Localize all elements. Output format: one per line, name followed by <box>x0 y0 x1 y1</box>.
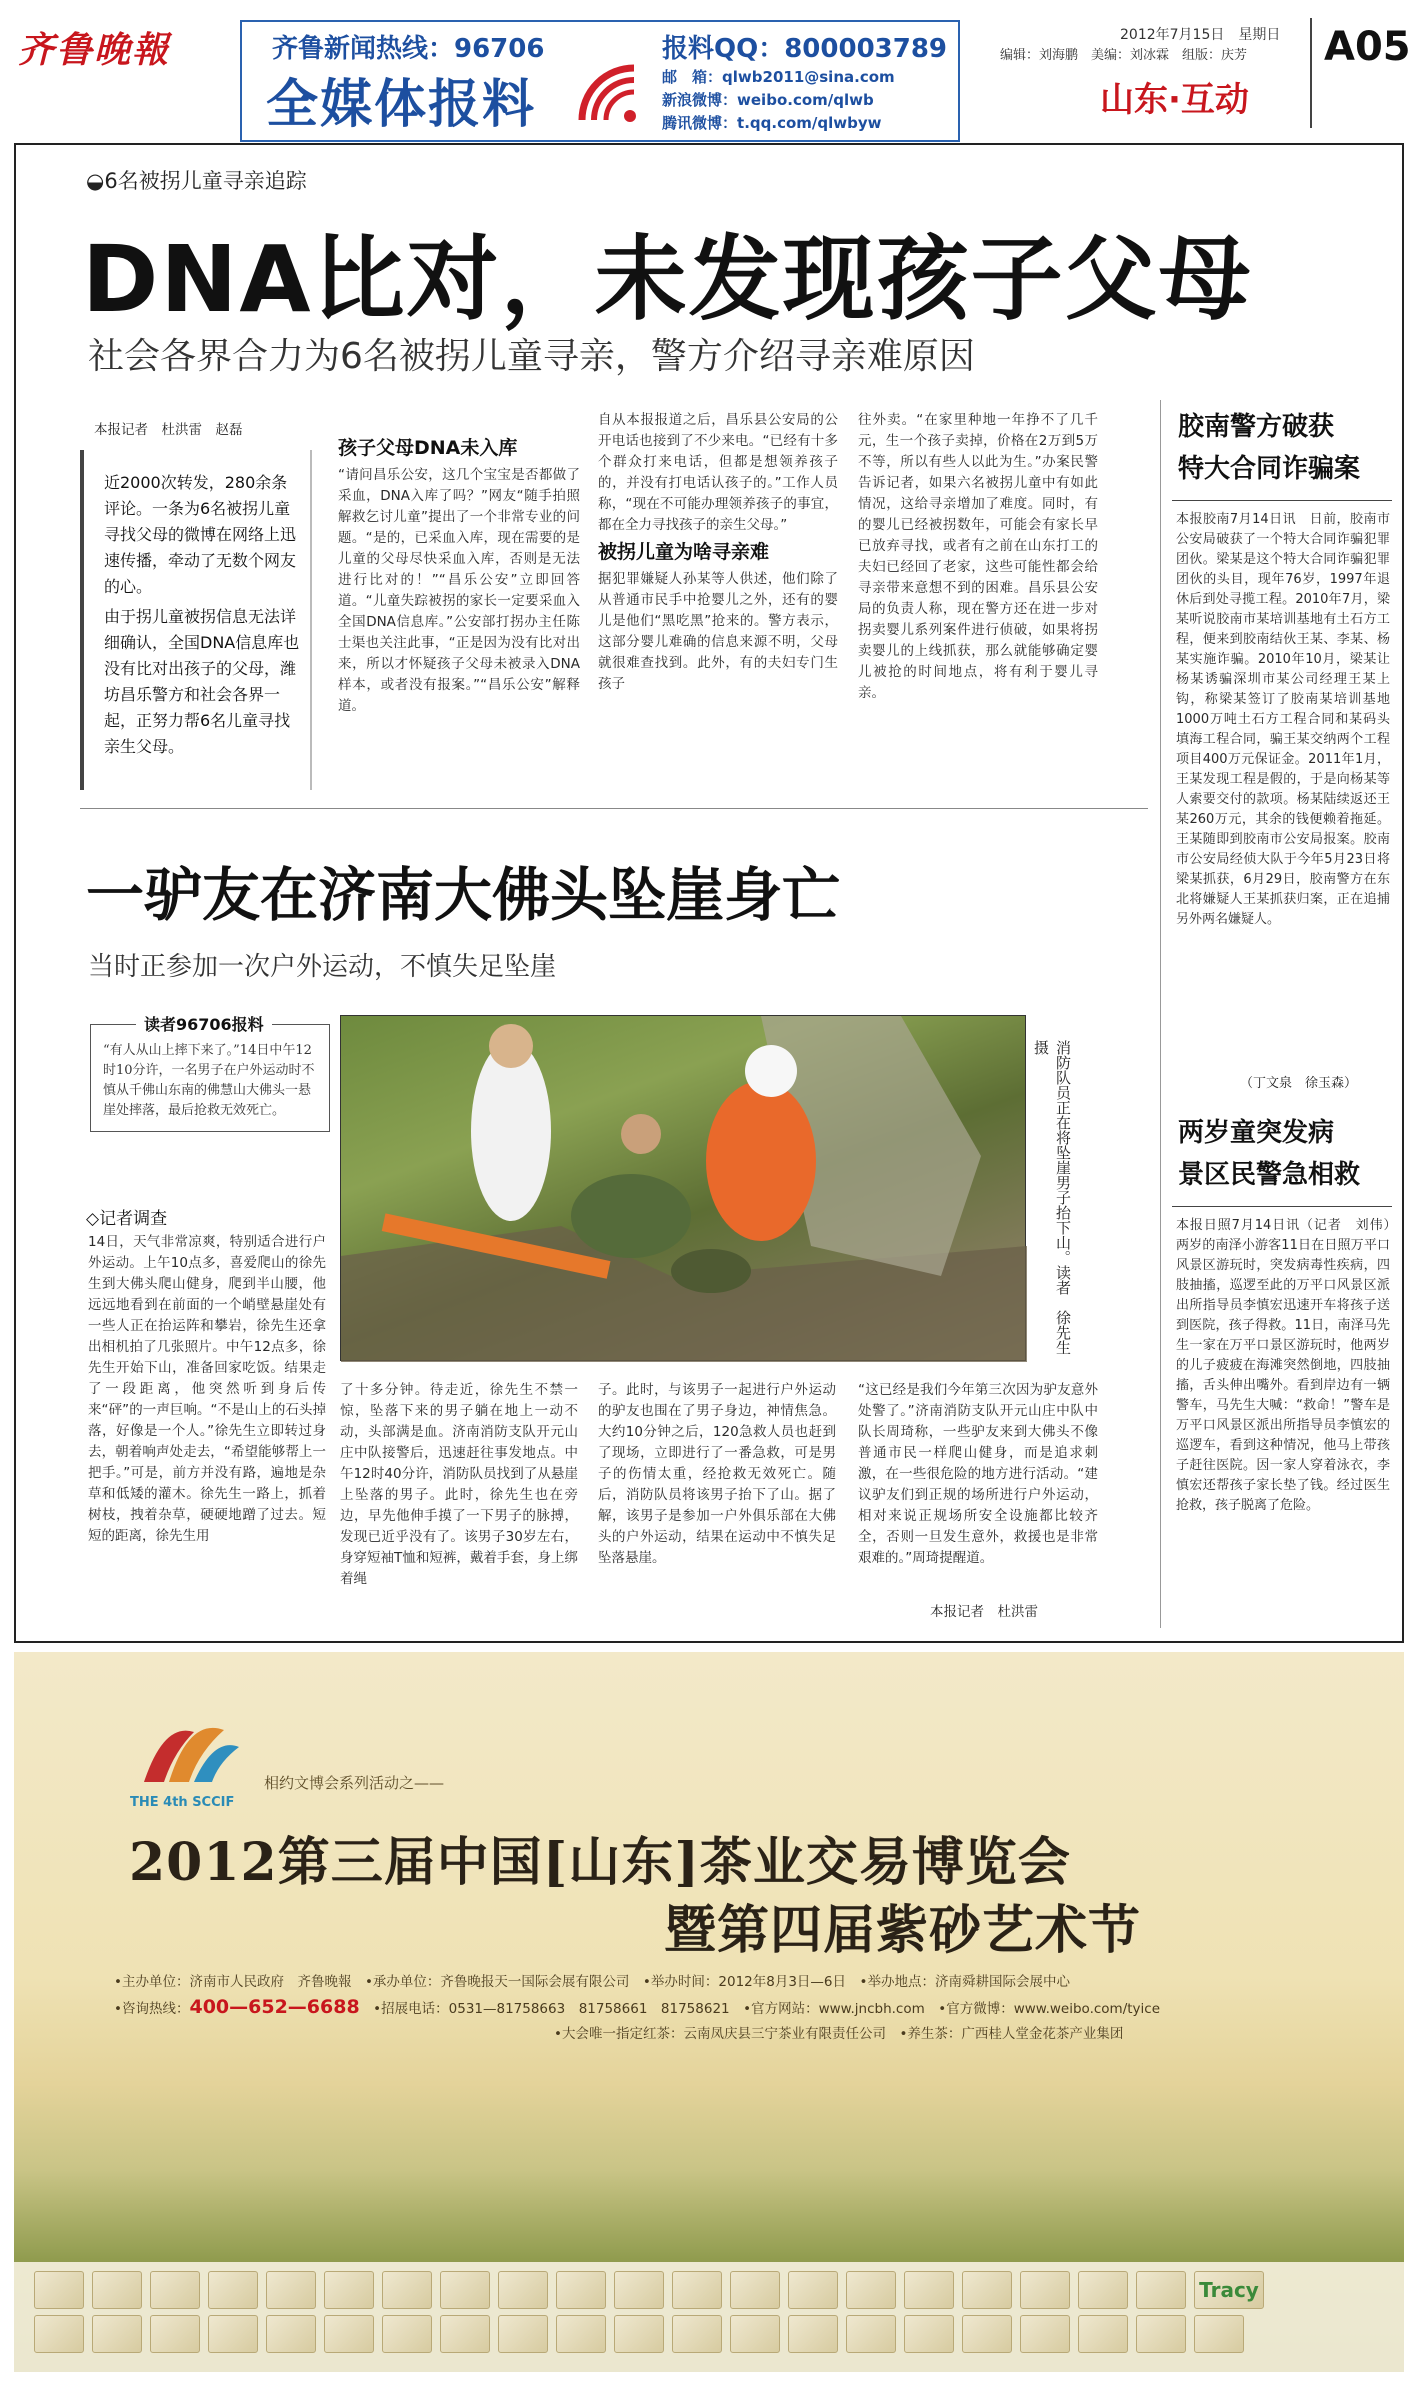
kicker-dot-icon: ◒ <box>86 169 105 193</box>
sponsor-logo[interactable] <box>150 2271 200 2309</box>
sponsor-logo[interactable] <box>962 2271 1012 2309</box>
sponsor-logo[interactable] <box>150 2315 200 2353</box>
sponsor-logo[interactable] <box>904 2315 954 2353</box>
mail-link[interactable]: qlwb2011@sina.com <box>722 68 895 86</box>
editor-credits: 编辑：刘海鹏 美编：刘冰霖 组版：庆芳 <box>1000 48 1248 63</box>
rescue-photo <box>340 1015 1026 1361</box>
sponsor-logo[interactable] <box>382 2271 432 2309</box>
side1-headline-2: 特大合同诈骗案 <box>1178 454 1361 484</box>
story2-deck: 当时正参加一次户外运动，不慎失足坠崖 <box>88 952 557 982</box>
sponsor-logo[interactable] <box>614 2315 664 2353</box>
hotline-banner: 齐鲁新闻热线：96706 全媒体报料 报料QQ：800003789 邮 箱：qlwb2011@sina.com 新浪微博：weibo.com/qlwb 腾讯微博：t.qq.com/qlwbyw <box>240 20 960 142</box>
story2-col2: 了十多分钟。待走近，徐先生不禁一惊，坠落下来的男子躺在地上一动不动，头部满是血。济南消防支队开元山庄中队接警后，迅速赶往事发地点。中午12时40分许，消防队员找到了从悬崖上坠落的男子。此时，徐先生也在旁边，早先他伸手摸了一下男子的脉搏，发现已近乎没有了。该男子30岁左右，身穿短袖T恤和短裤，戴着手套，身上绑着绳 <box>340 1382 578 1587</box>
sponsor-logo[interactable] <box>498 2271 548 2309</box>
sponsor-logo[interactable] <box>614 2271 664 2309</box>
story2-col4: “这已经是我们今年第三次因为驴友意外处警了。”济南消防支队开元山庄中队中队长周琦称，一些驴友来到大佛头不像普通市民一样爬山健身，而是追求刺激，在一些很危险的地方进行活动。“建议驴友们到正规的场所进行户外运动，相对来说正规场所安全设施都比较齐全，否则一旦发生意外，救援也是非常艰难的。”周琦提醒道。 <box>858 1382 1098 1566</box>
sponsor-logo[interactable] <box>1020 2271 1070 2309</box>
story1-col3b: 据犯罪嫌疑人孙某等人供述，他们除了从普通市民手中抢婴儿之外，还有的婴儿是他们“黑吃黑”抢来的。警方表示，这部分婴儿难确的信息来源不明，父母就很难查找到。此外，有的夫妇专门生孩子 <box>598 571 838 692</box>
story1-lead: 近2000次转发，280余条评论。一条为6名被拐儿童寻找父母的微博在网络上迅速传播，牵动了无数个网友的心。 <box>104 473 297 596</box>
sponsor-logo[interactable] <box>498 2315 548 2353</box>
story1-kicker: 6名被拐儿童寻亲追踪 <box>104 169 307 193</box>
side1-headline-1: 胶南警方破获 <box>1178 412 1335 442</box>
sponsor-logo[interactable] <box>1078 2315 1128 2353</box>
sponsor-logo[interactable] <box>904 2271 954 2309</box>
tip-text: “有人从山上摔下来了。”14日中午12时10分许，一名男子在户外运动时不慎从千佛山东南的佛慧山大佛头一悬崖处摔落，最后抢救无效死亡。 <box>90 1024 330 1132</box>
story1-sub2: 被拐儿童为啥寻亲难 <box>598 541 770 563</box>
side1-rule <box>1172 500 1392 501</box>
sponsor-logo[interactable] <box>846 2315 896 2353</box>
story1-headline: DNA比对，未发现孩子父母 <box>82 226 1253 333</box>
sponsor-logo[interactable] <box>1078 2271 1128 2309</box>
sponsor-logo[interactable] <box>1020 2315 1070 2353</box>
ad-info-1: •主办单位：济南市人民政府 齐鲁晚報 •承办单位：齐鲁晚报天一国际会展有限公司 •举办时间：2012年8月3日—6日 •举办地点：济南舜耕国际会展中心 <box>114 1974 1070 1990</box>
sponsor-logo[interactable] <box>382 2315 432 2353</box>
sponsor-logo-strip <box>14 2262 1404 2372</box>
sponsor-logo[interactable] <box>1136 2315 1186 2353</box>
expo-logo-text: THE 4th SCCIF <box>130 1795 235 1810</box>
issue-date: 2012年7月15日 星期日 <box>1120 27 1281 43</box>
story2-col3: 子。此时，与该男子一起进行户外运动的驴友也围在了男子身边，神情焦急。大约10分钟之后，120急救人员也赶到了现场，立即进行了一番急救，可是男子的伤情太重，经抢救无效死亡。随后，消防队员将该男子抬下了山。据了解，该男子是参加一户外俱乐部在大佛头的户外运动，结果在运动中不慎失足坠落悬崖。 <box>598 1382 836 1566</box>
hotline-text: 齐鲁新闻热线：96706 <box>272 34 545 64</box>
sponsor-logo[interactable] <box>266 2315 316 2353</box>
side2-headline-1: 两岁童突发病 <box>1178 1118 1335 1148</box>
story2-headline: 一驴友在济南大佛头坠崖身亡 <box>86 861 841 929</box>
side2-body: 本报日照7月14日讯（记者 刘伟） 两岁的南泽小游客11日在日照万平口风景区游玩时，突发病毒性疾病，四肢抽搐，巡逻至此的万平口风景区派出所指导员李慎宏迅速开车将孩子送到医院，孩子得救。11日，南泽马先生一家在万平口景区游玩时，他两岁的儿子疲疲在海滩突然倒地，四肢抽搐，舌头伸出嘴外。看到岸边有一辆警车，马先生大喊：“救命！”警车是万平口风景区派出所指导员李慎宏的巡逻车，看到这种情况，他马上带孩子赶往医院。因一家人穿着泳衣，李慎宏还帮孩子家长垫了钱。经过医生抢救，孩子脱离了危险。 <box>1176 1218 1404 1513</box>
sponsor-logo[interactable] <box>324 2271 374 2309</box>
sponsor-logo[interactable] <box>788 2315 838 2353</box>
side1-signoff: （丁文泉 徐玉森） <box>1240 1076 1358 1091</box>
sponsor-logo[interactable] <box>1194 2315 1244 2353</box>
sponsor-logo-tracy[interactable]: Tracy <box>1194 2271 1264 2309</box>
banner-title: 全媒体报料 <box>266 75 537 135</box>
story1-col4: 往外卖。“在家里种地一年挣不了几千元，生一个孩子卖掉，价格在2万到5万不等，所以有些人以此为生。”办案民警告诉记者，如果六名被拐儿童中有如此情况，这给寻亲增加了难度。同时，有的婴儿已经被拐数年，可能会有家长早已放弃寻找，或者有之前在山东打工的夫妇已经回了老家，这些可能性都会给寻亲带来意想不到的困难。昌乐县公安局的负责人称，现在警方还在进一步对拐卖婴儿系列案件进行侦破，如果将拐卖婴儿的上线抓获，那么就能够确定婴儿被抢的时间地点，将有利于婴儿寻亲。 <box>858 412 1098 701</box>
page-number: A05 <box>1324 24 1411 70</box>
photo-caption: 消防队员正在将坠崖男子抬下山。读者 徐先生 摄 <box>1032 1040 1072 1370</box>
sponsor-logo[interactable] <box>672 2271 722 2309</box>
ad-title-2: 暨第四届紫砂艺术节 <box>664 1900 1142 1961</box>
story1-col3a: 自从本报报道之后，昌乐县公安局的公开电话也接到了不少来电。“已经有十多个群众打来电话，但都是想领养孩子的，并没有打电话认孩子的。”工作人员称，“现在不可能办理领养孩子的事宜，都在全力寻找孩子的亲生父母。” <box>598 412 838 533</box>
story2-col1: 14日，天气非常凉爽，特别适合进行户外运动。上午10点多，喜爱爬山的徐先生到大佛头爬山健身，爬到半山腰，他远远地看到在前面的一个峭壁悬崖处有一些人正在抬运阵和攀岩，徐先生还拿出相机拍了几张照片。中午12点多，徐先生开始下山，准备回家吃饭。结果走了一段距离，他突然听到身后传来“砰”的一声巨响。“不是山上的石头掉落，好像是一个人。”徐先生立即转过身去，朝着响声处走去，“希望能够帮上一把手。”可是，前方并没有路，遍地是杂草和低矮的灌木。徐先生一路上，抓着树枝，拽着杂草，硬硬地蹭了过去。短短的距离，徐先生用 <box>88 1234 326 1544</box>
sponsor-logo[interactable] <box>266 2271 316 2309</box>
expo-logo-icon <box>134 1712 244 1792</box>
story1-lead-box <box>80 450 312 790</box>
sponsor-logo[interactable] <box>730 2271 780 2309</box>
sponsor-logo[interactable] <box>962 2315 1012 2353</box>
side2-headline-2: 景区民警急相救 <box>1178 1160 1361 1190</box>
ad-intro: 相约文博会系列活动之—— <box>264 1774 445 1792</box>
sponsor-logo[interactable] <box>92 2271 142 2309</box>
sina-weibo-link[interactable]: weibo.com/qlwb <box>737 91 874 109</box>
tip-box <box>90 1012 330 1162</box>
story1-lead2: 由于拐儿童被拐信息无法详细确认，全国DNA信息库也没有比对出孩子的父母，潍坊昌乐警方和社会各界一起，正努力帮6名儿童寻找亲生父母。 <box>104 607 300 756</box>
story1-byline: 本报记者 杜洪雷 赵磊 <box>94 422 243 438</box>
sponsor-logo[interactable] <box>92 2315 142 2353</box>
sponsor-logo[interactable] <box>730 2315 780 2353</box>
sidebar-divider <box>1160 400 1161 1628</box>
signal-icon <box>572 58 652 128</box>
ad-hotline[interactable]: 400—652—6688 <box>189 1996 360 2018</box>
section-title: 山东·互动 <box>1100 80 1249 120</box>
qq-text: 报料QQ：800003789 <box>662 34 948 64</box>
sponsor-logo[interactable] <box>788 2271 838 2309</box>
ad-title-1: 2012第三届中国[山东]茶业交易博览会 <box>129 1832 1071 1893</box>
newspaper-logo[interactable]: 齐鲁晚報 <box>18 29 171 71</box>
tencent-weibo-link[interactable]: t.qq.com/qlwbyw <box>737 114 882 132</box>
probe-label: ◇记者调查 <box>86 1209 168 1229</box>
sponsor-logo[interactable] <box>556 2315 606 2353</box>
story1-deck: 社会各界合力为6名被拐儿童寻亲，警方介绍寻亲难原因 <box>88 336 975 377</box>
side2-rule <box>1172 1206 1392 1207</box>
sponsor-logo[interactable] <box>1136 2271 1186 2309</box>
sponsor-logo[interactable] <box>672 2315 722 2353</box>
sponsor-logo[interactable] <box>440 2271 490 2309</box>
sponsor-logo[interactable] <box>556 2271 606 2309</box>
story1-sub1: 孩子父母DNA未入库 <box>338 437 518 459</box>
story1-col2: “请问昌乐公安，这几个宝宝是否都做了采血，DNA入库了吗？”网友“随手拍照解救乞讨儿童”提出了一个非常专业的问题。“是的，已采血入库，现在需要的是儿童的父母尽快采血入库，否则是无法进行比对的！”“昌乐公安”立即回答道。“儿童失踪被拐的家长一定要采血入全国DNA信息库。”公安部打拐办主任陈士渠也关注此事，“正是因为没有比对出来，所以才怀疑孩子父母未被录入DNA样本，或者没有报案。”“昌乐公安”解释道。 <box>338 467 580 714</box>
rescue-scene <box>341 1016 1027 1362</box>
sponsor-logo[interactable] <box>208 2315 258 2353</box>
story2-signoff: 本报记者 杜洪雷 <box>930 1604 1038 1620</box>
masthead-divider <box>1310 18 1312 128</box>
sponsor-logo[interactable] <box>324 2315 374 2353</box>
sponsor-logo[interactable] <box>208 2271 258 2309</box>
ad-info-3: •大会唯一指定红茶：云南凤庆县三宁茶业有限责任公司 •养生茶：广西桂人堂金花茶产业集团 <box>554 2026 1124 2042</box>
sponsor-logo[interactable] <box>34 2315 84 2353</box>
sponsor-logo[interactable] <box>440 2315 490 2353</box>
tea-expo-ad[interactable]: THE 4th SCCIF 相约文博会系列活动之—— 2012第三届中国[山东]茶业交易博览会 暨第四届紫砂艺术节 •主办单位：济南市人民政府 齐鲁晚報 •承办单位：齐鲁晚报天一国际会展有限公司 •举办时间：2012年8月3日—6日 •举办地点：济南舜耕国际会展中心 •咨询热线：400—652—6688 •招展电话：0531—81758663 81758661 81758621 •官方网站：www.jncbh.com •官方微博：www.weibo.com/tyice •大会唯一指定红茶：云南凤庆县三宁茶业有限责任公司 •养生茶：广西桂人堂金花茶产业集团 Tracy <box>14 1652 1404 2372</box>
story-divider <box>80 808 1148 809</box>
sponsor-logo[interactable] <box>846 2271 896 2309</box>
tip-title: 读者96706报料 <box>136 1012 272 1035</box>
side1-body: 本报胶南7月14日讯 日前，胶南市公安局破获了一个特大合同诈骗犯罪团伙。梁某是这个特大合同诈骗犯罪团伙的头目，现年76岁，1997年退休后到处寻揽工程。2010年7月，梁某听说胶南市某培训基地有土石方工程，便来到胶南结伙王某、李某、杨某实施诈骗。2010年10月，梁某让杨某诱骗深圳市某公司经理王某上钩，称梁某签订了胶南某培训基地1000万吨土石方工程合同和某码头填海工程合同，骗王某交纳两个工程项目400万元保证金。2011年1月，王某发现工程是假的，于是向杨某等人索要交付的款项。杨某陆续返还王某260万元，其余的钱便赖着拖延。王某随即到胶南市公安局报案。胶南市公安局经侦大队于今年5月23日将梁某抓获，6月29日，胶南警方在东北将嫌疑人王某抓获归案，正在追捕另外两名嫌疑人。 <box>1176 512 1390 927</box>
sponsor-logo[interactable] <box>34 2271 84 2309</box>
